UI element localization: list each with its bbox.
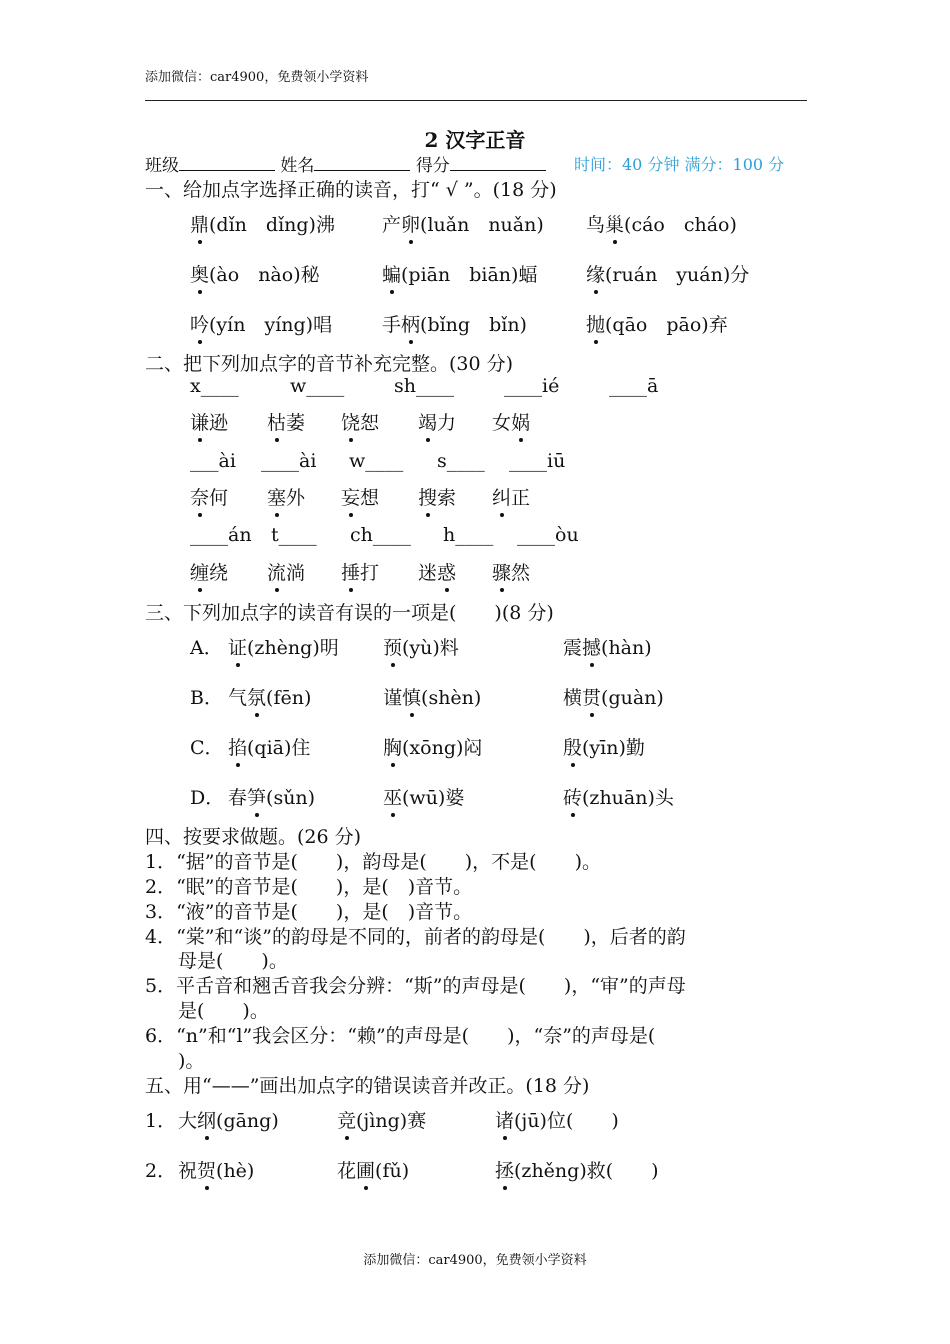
section-2-heading: 二、把下列加点字的音节补充完整。(30 分): [145, 353, 514, 375]
s3-item: 殷(yīn)勤: [563, 733, 645, 760]
s2-word: 妄想: [341, 483, 379, 510]
dotted-char: 奥: [190, 260, 209, 287]
s2-blank[interactable]: h____: [443, 524, 494, 546]
dotted-char: 妄: [341, 483, 360, 510]
s1-item: 鼎(dǐn dǐng)沸: [190, 210, 335, 237]
class-blank[interactable]: [179, 156, 275, 171]
s3-item: 砖(zhuān)头: [563, 783, 674, 810]
s5-item: 拯(zhěng)救( ): [495, 1156, 659, 1183]
s3-item: 气氛(fēn): [228, 683, 311, 710]
dotted-char: 奈: [190, 483, 209, 510]
s2-word: 纠正: [492, 483, 530, 510]
s2-blank[interactable]: s____: [437, 450, 485, 472]
s2-word: 缠绕: [190, 558, 228, 585]
s2-word: 流淌: [267, 558, 305, 585]
dotted-char: 惑: [437, 558, 456, 585]
s2-word: 枯萎: [267, 408, 305, 435]
s2-blank[interactable]: ____án: [190, 524, 252, 546]
s2-blank[interactable]: ____ài: [261, 450, 317, 472]
s3-item: 预(yù)料: [383, 633, 459, 660]
page-title: 2 汉字正音: [424, 128, 526, 152]
s2-blank[interactable]: w____: [349, 450, 404, 472]
s5-item: 花圃(fǔ): [337, 1156, 409, 1183]
section-3-heading: 三、下列加点字的读音有误的一项是( )(8 分): [145, 602, 554, 624]
s1-item: 蝙(piān biān)蝠: [382, 260, 537, 287]
score-label: 得分: [415, 156, 450, 176]
s5-item: 大纲(gāng): [178, 1106, 279, 1133]
dotted-char: 贯: [582, 683, 601, 710]
s2-blank[interactable]: w____: [290, 375, 345, 397]
dotted-char: 娲: [511, 408, 530, 435]
s5-item: 竞(jìng)赛: [337, 1106, 426, 1133]
section-4-heading: 四、按要求做题。(26 分): [145, 826, 362, 848]
s4-question-2: 2．“眠”的音节是( )，是( )音节。: [145, 876, 473, 898]
dotted-char: 缠: [190, 558, 209, 585]
s2-blank[interactable]: ____ā: [609, 375, 659, 397]
s3-option-label: A．: [190, 637, 223, 659]
s2-blank[interactable]: ____iū: [509, 450, 566, 472]
dotted-char: 流: [267, 558, 286, 585]
dotted-char: 预: [383, 633, 402, 660]
s2-word: 搜索: [418, 483, 456, 510]
dotted-char: 枯: [267, 408, 286, 435]
s3-option-label: D．: [190, 787, 225, 809]
s4-question-5-cont: 是( )。: [178, 1000, 269, 1022]
dotted-char: 柄: [401, 310, 420, 337]
s3-item: 横贯(guàn): [563, 683, 664, 710]
s3-item: 震撼(hàn): [563, 633, 652, 660]
name-blank[interactable]: [314, 156, 410, 171]
class-label: 班级: [145, 156, 179, 176]
s1-item: 鸟巢(cáo cháo): [586, 210, 737, 237]
dotted-char: 竭: [418, 408, 437, 435]
dotted-char: 氛: [247, 683, 266, 710]
s2-blank[interactable]: ___ài: [190, 450, 236, 472]
dotted-char: 殷: [563, 733, 582, 760]
s3-item: 春笋(sǔn): [228, 783, 315, 810]
dotted-char: 慎: [402, 683, 421, 710]
dotted-char: 捶: [341, 558, 360, 585]
s2-blank[interactable]: ____ié: [504, 375, 560, 397]
time-score-info: 时间：40 分钟 满分：100 分: [574, 155, 785, 174]
dotted-char: 纲: [197, 1106, 216, 1133]
meta-line: [145, 151, 546, 176]
s5-item: 诸(jū)位( ): [495, 1106, 619, 1133]
footer-watermark-note: 添加微信：car4900，免费领小学资料: [363, 1253, 587, 1268]
s3-option-label: B．: [190, 687, 223, 709]
dotted-char: 笋: [247, 783, 266, 810]
dotted-char: 骤: [492, 558, 511, 585]
name-label: 姓名: [280, 156, 315, 176]
s2-word: 奈何: [190, 483, 228, 510]
dotted-char: 谦: [190, 408, 209, 435]
dotted-char: 贺: [197, 1156, 216, 1183]
dotted-char: 吟: [190, 310, 209, 337]
s1-item: 缘(ruán yuán)分: [586, 260, 749, 287]
dotted-char: 塞: [267, 483, 286, 510]
dotted-char: 卵: [401, 210, 420, 237]
s1-item: 手柄(bǐng bǐn): [382, 310, 527, 337]
top-watermark-note: 添加微信：car4900，免费领小学资料: [145, 70, 369, 85]
s4-question-4: 4．“棠”和“谈”的韵母是不同的，前者的韵母是( )，后者的韵: [145, 926, 686, 948]
dotted-char: 圃: [356, 1156, 375, 1183]
s3-item: 谨慎(shèn): [383, 683, 481, 710]
s3-item: 证(zhèng)明: [228, 633, 339, 660]
dotted-char: 搜: [418, 483, 437, 510]
s2-word: 女娲: [492, 408, 530, 435]
s3-item: 巫(wū)婆: [383, 783, 464, 810]
s2-blank[interactable]: ____òu: [517, 524, 579, 546]
dotted-char: 拯: [495, 1156, 514, 1183]
s5-row-number: 1．: [145, 1110, 177, 1132]
dotted-char: 鼎: [190, 210, 209, 237]
dotted-char: 竞: [337, 1106, 356, 1133]
s2-word: 骤然: [492, 558, 530, 585]
s5-row-number: 2．: [145, 1160, 177, 1182]
s1-item: 奥(ào nào)秘: [190, 260, 320, 287]
s5-item: 祝贺(hè): [178, 1156, 254, 1183]
s1-item: 产卵(luǎn nuǎn): [382, 210, 544, 237]
dotted-char: 撼: [582, 633, 601, 660]
header-divider: [145, 100, 807, 101]
s1-item: 抛(qāo pāo)弃: [586, 310, 728, 337]
dotted-char: 胸: [383, 733, 402, 760]
s4-question-3: 3．“液”的音节是( )，是( )音节。: [145, 901, 473, 923]
s2-blank[interactable]: sh____: [394, 375, 454, 397]
dotted-char: 掐: [228, 733, 247, 760]
s4-question-5: 5．平舌音和翘舌音我会分辨：“斯”的声母是( )，“审”的声母: [145, 975, 686, 997]
s2-blank[interactable]: x____: [190, 375, 239, 397]
dotted-char: 蝙: [382, 260, 401, 287]
s3-item: 掐(qiā)住: [228, 733, 310, 760]
dotted-char: 纠: [492, 483, 511, 510]
dotted-char: 诸: [495, 1106, 514, 1133]
s2-word: 竭力: [418, 408, 456, 435]
s3-option-label: C．: [190, 737, 224, 759]
s4-question-6-cont: )。: [178, 1050, 205, 1072]
score-blank[interactable]: [450, 156, 546, 171]
s2-word: 饶恕: [341, 408, 379, 435]
dotted-char: 巫: [383, 783, 402, 810]
s2-blank[interactable]: t____: [271, 524, 317, 546]
dotted-char: 证: [228, 633, 247, 660]
s4-question-1: 1．“据”的音节是( )，韵母是( )，不是( )。: [145, 851, 601, 873]
s2-word: 谦逊: [190, 408, 228, 435]
s2-word: 迷惑: [418, 558, 456, 585]
dotted-char: 砖: [563, 783, 582, 810]
dotted-char: 抛: [586, 310, 605, 337]
dotted-char: 饶: [341, 408, 360, 435]
s4-question-6: 6．“n”和“l”我会区分：“赖”的声母是( )，“奈”的声母是(: [145, 1025, 656, 1047]
dotted-char: 巢: [605, 210, 624, 237]
s3-item: 胸(xōng)闷: [383, 733, 482, 760]
s2-word: 塞外: [267, 483, 305, 510]
dotted-char: 缘: [586, 260, 605, 287]
s4-question-4-cont: 母是( )。: [178, 950, 288, 972]
s1-item: 吟(yín yíng)唱: [190, 310, 332, 337]
s2-word: 捶打: [341, 558, 379, 585]
s2-blank[interactable]: ch____: [350, 524, 411, 546]
section-5-heading: 五、用“——”画出加点字的错误读音并改正。(18 分): [145, 1075, 590, 1097]
section-1-heading: 一、给加点字选择正确的读音，打“ √ ”。(18 分): [145, 179, 557, 201]
